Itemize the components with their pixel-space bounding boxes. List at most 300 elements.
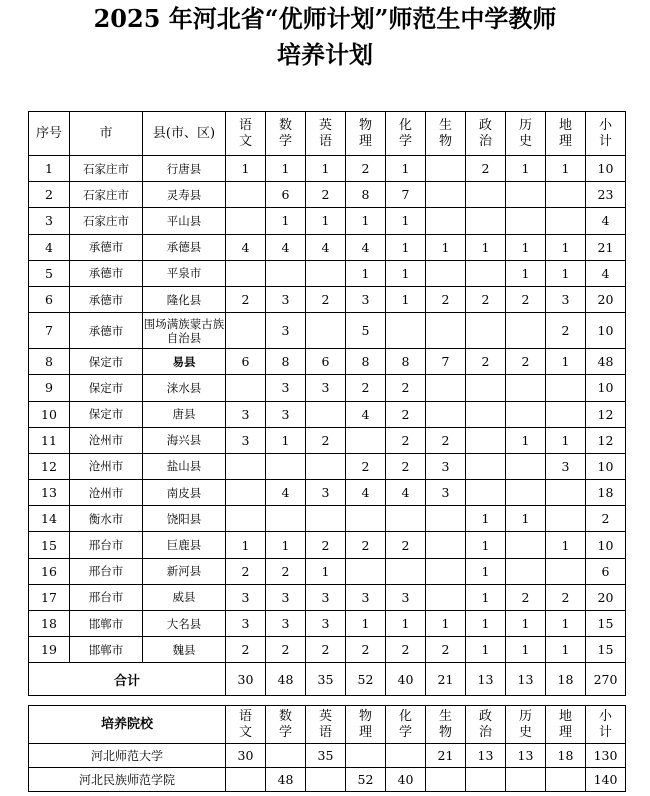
row-index: 6 [29, 286, 70, 312]
total-value: 40 [386, 663, 426, 696]
row-value: 3 [386, 584, 426, 610]
row-city: 邢台市 [70, 558, 143, 584]
row-county: 涞水县 [143, 375, 226, 401]
row-value [386, 558, 426, 584]
row-value: 15 [586, 637, 626, 663]
row-value [426, 558, 466, 584]
row-value [506, 401, 546, 427]
header-subject [306, 706, 346, 744]
row-city: 沧州市 [70, 427, 143, 453]
header-city: 市 [70, 112, 143, 156]
total-value: 35 [306, 663, 346, 696]
row-value: 3 [226, 427, 266, 453]
header-subject-char: 史 [518, 724, 532, 740]
row-value: 1 [426, 611, 466, 637]
table-row [29, 286, 626, 312]
header-subject-char: 学 [398, 724, 412, 740]
row-value: 18 [586, 480, 626, 506]
row-index: 2 [29, 182, 70, 208]
plan-header-row [29, 112, 626, 156]
header-subject-char: 治 [478, 724, 492, 740]
total-value: 13 [466, 663, 506, 696]
row-value: 2 [386, 427, 426, 453]
row-value: 2 [426, 286, 466, 312]
row-city: 沧州市 [70, 480, 143, 506]
header-subject [226, 706, 266, 744]
row-value: 1 [546, 349, 586, 375]
row-city: 沧州市 [70, 453, 143, 479]
row-value: 1 [386, 260, 426, 286]
table-row [29, 313, 626, 349]
header-subject-char: 英 [318, 708, 332, 724]
row-city: 承德市 [70, 286, 143, 312]
header-subject [266, 706, 306, 744]
institution-value: 140 [586, 768, 626, 792]
header-subject-char: 数 [278, 708, 292, 724]
row-city: 石家庄市 [70, 208, 143, 234]
row-county: 行唐县 [143, 156, 226, 182]
row-value [466, 453, 506, 479]
header-subject-char: 理 [358, 133, 372, 149]
row-county: 围场满族蒙古族自治县 [143, 313, 226, 349]
row-value: 1 [546, 532, 586, 558]
header-subject-char: 历 [518, 117, 532, 133]
header-subject [546, 112, 586, 156]
row-value: 2 [226, 558, 266, 584]
row-county: 平泉市 [143, 260, 226, 286]
row-value: 2 [346, 532, 386, 558]
header-subject-char: 计 [598, 724, 612, 740]
header-subject-char: 地 [558, 708, 572, 724]
row-value: 2 [466, 349, 506, 375]
row-value: 1 [506, 156, 546, 182]
row-value: 20 [586, 584, 626, 610]
row-value: 23 [586, 182, 626, 208]
table-row [29, 375, 626, 401]
header-subject-char: 历 [518, 708, 532, 724]
row-value: 2 [426, 427, 466, 453]
row-value [466, 182, 506, 208]
row-index: 1 [29, 156, 70, 182]
row-value: 8 [386, 349, 426, 375]
header-subject-char: 计 [598, 133, 612, 149]
row-value: 1 [346, 611, 386, 637]
row-value [466, 401, 506, 427]
header-subject-char: 英 [318, 117, 332, 133]
row-value [226, 480, 266, 506]
row-city: 邢台市 [70, 532, 143, 558]
header-subject-char: 数 [278, 117, 292, 133]
institution-value: 30 [226, 744, 266, 768]
row-value [306, 313, 346, 349]
header-subject-char: 语 [318, 133, 332, 149]
row-value: 3 [266, 375, 306, 401]
row-value: 4 [266, 234, 306, 260]
table-row [29, 427, 626, 453]
row-value: 1 [546, 427, 586, 453]
institution-value: 21 [426, 744, 466, 768]
row-value [506, 453, 546, 479]
row-city: 保定市 [70, 349, 143, 375]
row-value: 1 [346, 208, 386, 234]
row-value: 1 [466, 234, 506, 260]
row-value: 4 [266, 480, 306, 506]
row-value [226, 506, 266, 532]
row-value: 21 [586, 234, 626, 260]
row-value: 1 [506, 234, 546, 260]
row-index: 18 [29, 611, 70, 637]
institution-value: 48 [266, 768, 306, 792]
row-value [226, 375, 266, 401]
table-row [29, 584, 626, 610]
header-subject-char: 物 [358, 708, 372, 724]
row-index: 4 [29, 234, 70, 260]
row-value [426, 584, 466, 610]
row-value: 1 [546, 156, 586, 182]
row-value: 2 [506, 349, 546, 375]
row-value [426, 260, 466, 286]
row-value: 1 [466, 611, 506, 637]
row-value: 1 [546, 234, 586, 260]
total-value: 52 [346, 663, 386, 696]
row-value: 1 [386, 611, 426, 637]
header-subject [426, 706, 466, 744]
row-city: 邯郸市 [70, 611, 143, 637]
header-subject-char: 生 [438, 117, 452, 133]
institution-value [306, 768, 346, 792]
plan-table [28, 111, 626, 696]
row-value [426, 313, 466, 349]
row-index: 9 [29, 375, 70, 401]
row-value: 2 [306, 637, 346, 663]
row-value: 2 [386, 401, 426, 427]
institution-name: 河北师范大学 [29, 744, 226, 768]
table-row [29, 637, 626, 663]
row-value: 4 [386, 480, 426, 506]
row-value: 1 [226, 532, 266, 558]
row-value: 6 [586, 558, 626, 584]
row-county: 魏县 [143, 637, 226, 663]
institution-value: 35 [306, 744, 346, 768]
header-subject-char: 治 [478, 133, 492, 149]
row-value [426, 156, 466, 182]
header-subject [506, 706, 546, 744]
institution-value [426, 768, 466, 792]
row-county: 威县 [143, 584, 226, 610]
header-subject [506, 112, 546, 156]
row-value: 3 [306, 480, 346, 506]
row-city: 邢台市 [70, 584, 143, 610]
row-value: 1 [546, 260, 586, 286]
institution-value: 18 [546, 744, 586, 768]
row-value [466, 427, 506, 453]
row-value: 2 [226, 637, 266, 663]
table-row [29, 260, 626, 286]
header-subject [386, 706, 426, 744]
table-row [29, 558, 626, 584]
row-value [266, 506, 306, 532]
total-value: 48 [266, 663, 306, 696]
header-subject-char: 物 [438, 724, 452, 740]
row-value: 8 [346, 349, 386, 375]
header-subject-char: 理 [358, 724, 372, 740]
row-index: 16 [29, 558, 70, 584]
row-city: 承德市 [70, 260, 143, 286]
row-value [306, 453, 346, 479]
table-row [29, 349, 626, 375]
row-value [226, 453, 266, 479]
row-value: 1 [266, 532, 306, 558]
header-index: 序号 [29, 112, 70, 156]
row-value: 2 [226, 286, 266, 312]
total-row [29, 663, 626, 696]
header-subject-char: 语 [238, 117, 252, 133]
row-county: 大名县 [143, 611, 226, 637]
institution-value [346, 744, 386, 768]
row-value: 8 [346, 182, 386, 208]
institution-value: 40 [386, 768, 426, 792]
row-value: 4 [346, 401, 386, 427]
row-value: 2 [266, 558, 306, 584]
row-value: 3 [226, 611, 266, 637]
row-index: 17 [29, 584, 70, 610]
row-value: 2 [466, 286, 506, 312]
row-value [226, 182, 266, 208]
row-value: 2 [346, 375, 386, 401]
row-city: 石家庄市 [70, 182, 143, 208]
row-value: 10 [586, 453, 626, 479]
table-row [29, 506, 626, 532]
institution-row [29, 768, 626, 792]
row-value: 3 [546, 453, 586, 479]
row-index: 8 [29, 349, 70, 375]
row-value: 2 [386, 637, 426, 663]
institution-value: 13 [506, 744, 546, 768]
header-subject [306, 112, 346, 156]
institution-value: 130 [586, 744, 626, 768]
table-row [29, 611, 626, 637]
row-value: 3 [226, 401, 266, 427]
header-subject-char: 政 [478, 117, 492, 133]
row-city: 保定市 [70, 375, 143, 401]
row-value: 6 [226, 349, 266, 375]
row-value: 2 [386, 375, 426, 401]
row-value [466, 208, 506, 234]
row-value: 2 [586, 506, 626, 532]
row-value: 1 [506, 260, 546, 286]
header-subject-char: 语 [238, 708, 252, 724]
header-subject-char: 文 [238, 724, 252, 740]
institution-value [546, 768, 586, 792]
row-index: 7 [29, 313, 70, 349]
row-value: 4 [306, 234, 346, 260]
row-value: 1 [266, 427, 306, 453]
row-value [506, 182, 546, 208]
header-subject [346, 112, 386, 156]
header-subject [386, 112, 426, 156]
row-value [306, 401, 346, 427]
row-value: 1 [466, 506, 506, 532]
row-value [226, 260, 266, 286]
row-value [306, 506, 346, 532]
institutions-header-row [29, 706, 626, 744]
row-value: 5 [346, 313, 386, 349]
row-value: 2 [346, 453, 386, 479]
header-subject [466, 706, 506, 744]
row-value [506, 532, 546, 558]
row-value [426, 208, 466, 234]
row-value [506, 375, 546, 401]
row-value: 2 [266, 637, 306, 663]
row-value [506, 208, 546, 234]
row-value: 1 [346, 260, 386, 286]
table-row [29, 532, 626, 558]
row-value: 4 [346, 234, 386, 260]
row-value: 2 [386, 453, 426, 479]
row-value: 2 [506, 584, 546, 610]
row-value: 2 [466, 156, 506, 182]
table-row [29, 480, 626, 506]
header-subject-char: 理 [558, 133, 572, 149]
row-value [466, 375, 506, 401]
row-value: 3 [306, 584, 346, 610]
header-subject-char: 学 [278, 724, 292, 740]
institutions-table [28, 705, 626, 792]
row-city: 承德市 [70, 313, 143, 349]
row-value [426, 375, 466, 401]
row-value: 1 [306, 558, 346, 584]
row-county: 饶阳县 [143, 506, 226, 532]
row-value: 3 [266, 313, 306, 349]
row-city: 保定市 [70, 401, 143, 427]
row-value [266, 260, 306, 286]
row-value [226, 313, 266, 349]
total-value: 270 [586, 663, 626, 696]
row-value: 1 [306, 156, 346, 182]
row-value: 15 [586, 611, 626, 637]
header-subject [266, 112, 306, 156]
header-subject-char: 政 [478, 708, 492, 724]
row-value: 1 [386, 156, 426, 182]
row-index: 5 [29, 260, 70, 286]
row-city: 衡水市 [70, 506, 143, 532]
institution-value: 52 [346, 768, 386, 792]
row-value [346, 427, 386, 453]
row-value: 3 [346, 286, 386, 312]
institution-value [266, 744, 306, 768]
table-row [29, 208, 626, 234]
header-subject-char: 文 [238, 133, 252, 149]
row-value: 2 [346, 156, 386, 182]
header-subject-char: 化 [398, 117, 412, 133]
row-value [506, 480, 546, 506]
header-county: 县(市、区) [143, 112, 226, 156]
row-county: 平山县 [143, 208, 226, 234]
row-value: 3 [426, 480, 466, 506]
header-institution: 培养院校 [29, 706, 226, 744]
header-subject-char: 地 [558, 117, 572, 133]
header-subject [586, 112, 626, 156]
row-value [346, 558, 386, 584]
page-title-line-2: 培养计划 [277, 40, 373, 69]
row-value: 4 [586, 260, 626, 286]
header-subject [546, 706, 586, 744]
row-county: 易县 [143, 349, 226, 375]
row-value: 2 [426, 637, 466, 663]
row-county: 海兴县 [143, 427, 226, 453]
header-subject-char: 化 [398, 708, 412, 724]
row-county: 南皮县 [143, 480, 226, 506]
row-value: 12 [586, 401, 626, 427]
table-row [29, 453, 626, 479]
row-value: 10 [586, 313, 626, 349]
row-value: 2 [346, 637, 386, 663]
row-county: 灵寿县 [143, 182, 226, 208]
row-value [546, 375, 586, 401]
row-index: 13 [29, 480, 70, 506]
row-value [386, 506, 426, 532]
row-value [426, 506, 466, 532]
row-value [546, 506, 586, 532]
row-value: 1 [226, 156, 266, 182]
institution-row [29, 744, 626, 768]
row-value: 2 [546, 584, 586, 610]
table-row [29, 401, 626, 427]
row-value: 1 [546, 611, 586, 637]
row-value: 1 [266, 156, 306, 182]
row-value: 8 [266, 349, 306, 375]
row-value: 10 [586, 375, 626, 401]
total-value: 21 [426, 663, 466, 696]
row-value [506, 313, 546, 349]
header-subject-char: 小 [598, 117, 612, 133]
table-row [29, 156, 626, 182]
header-subject [346, 706, 386, 744]
row-value: 2 [306, 182, 346, 208]
row-index: 11 [29, 427, 70, 453]
row-index: 15 [29, 532, 70, 558]
header-subject [226, 112, 266, 156]
row-value [466, 260, 506, 286]
row-value: 3 [546, 286, 586, 312]
row-value: 2 [506, 286, 546, 312]
row-value: 4 [586, 208, 626, 234]
row-value: 10 [586, 156, 626, 182]
row-value: 2 [306, 532, 346, 558]
row-value: 3 [266, 584, 306, 610]
row-value: 10 [586, 532, 626, 558]
row-value: 6 [266, 182, 306, 208]
row-value: 1 [386, 234, 426, 260]
row-county: 新河县 [143, 558, 226, 584]
row-value: 3 [226, 584, 266, 610]
header-subject-char: 小 [598, 708, 612, 724]
row-value: 2 [306, 427, 346, 453]
row-value: 1 [506, 506, 546, 532]
row-value [386, 313, 426, 349]
row-value: 6 [306, 349, 346, 375]
row-value [426, 532, 466, 558]
total-value: 30 [226, 663, 266, 696]
institution-value: 13 [466, 744, 506, 768]
row-value: 1 [546, 637, 586, 663]
institution-value [466, 768, 506, 792]
row-value [466, 480, 506, 506]
header-subject-char: 学 [278, 133, 292, 149]
row-value: 1 [426, 234, 466, 260]
row-value: 3 [266, 611, 306, 637]
row-value: 4 [226, 234, 266, 260]
